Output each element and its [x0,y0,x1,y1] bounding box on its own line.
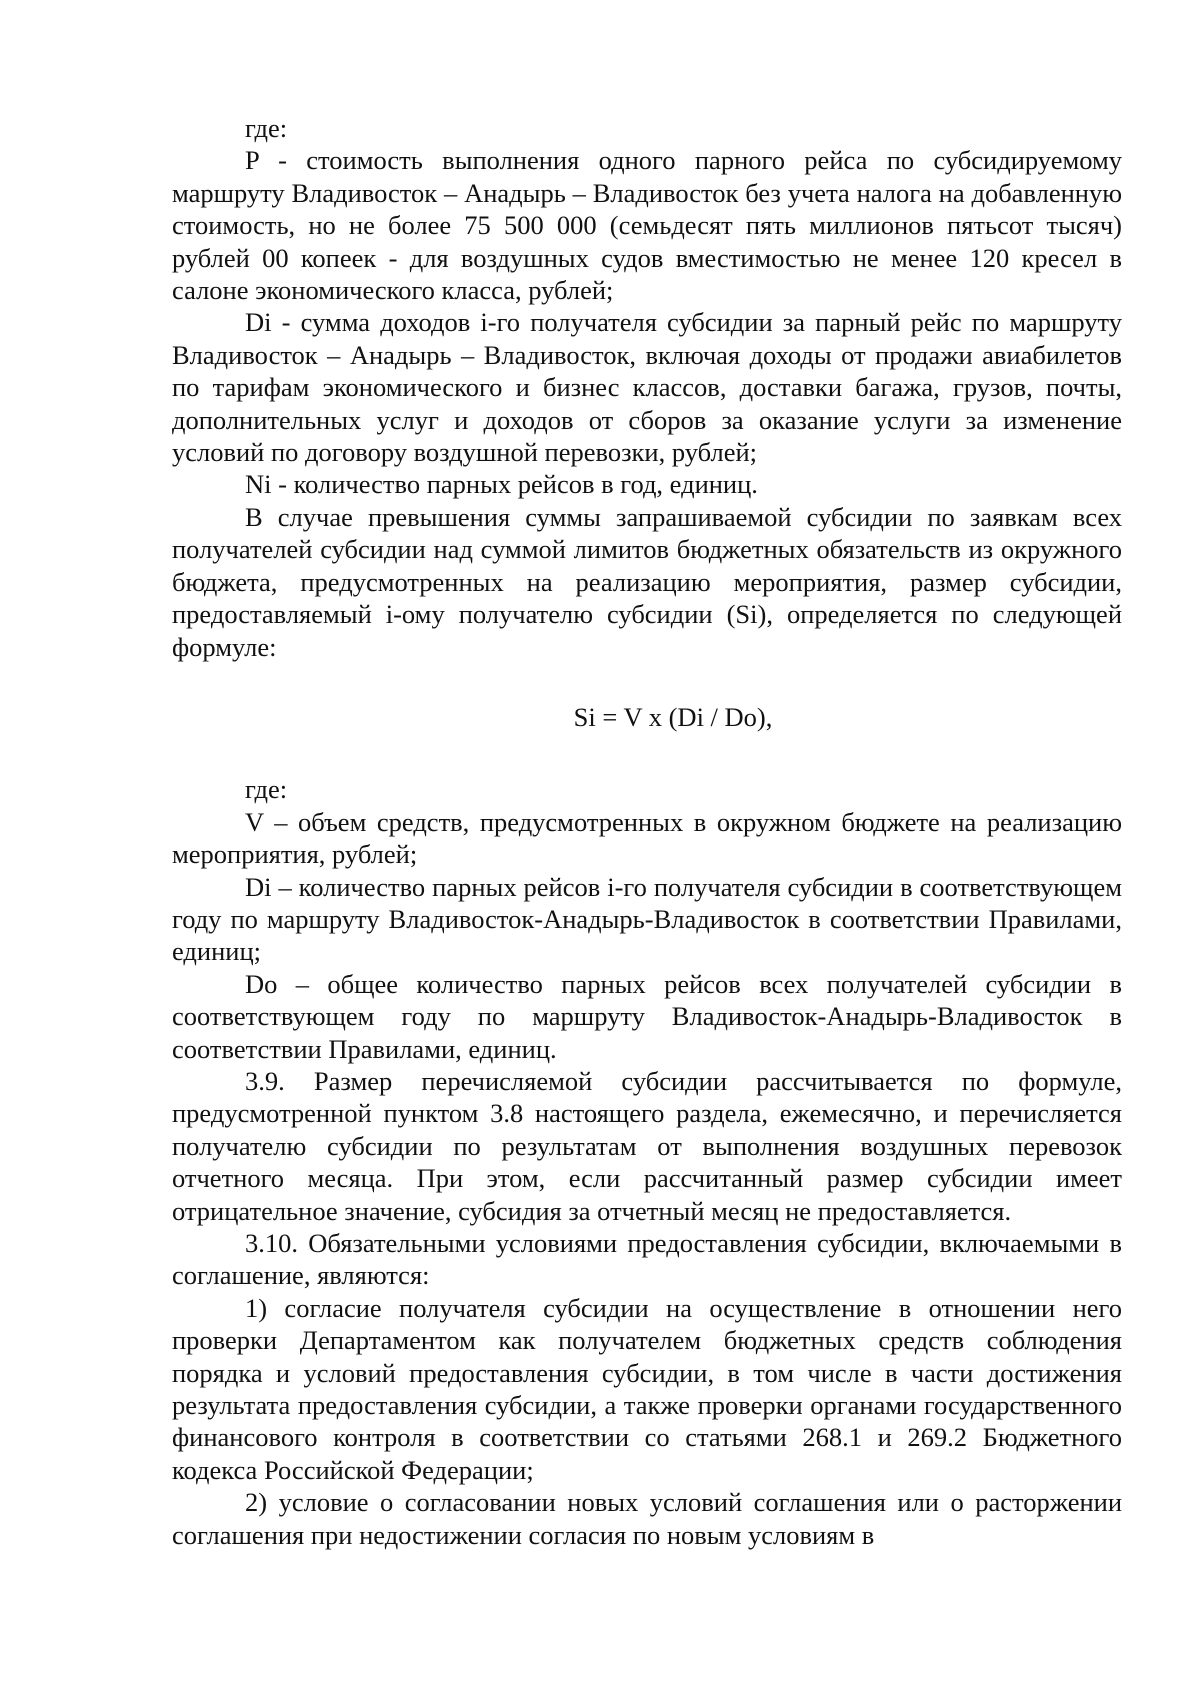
paragraph-condition-2: 2) условие о согласовании новых условий соглашения или о расторжении соглашения при недостижении согласия по новым условиям в [172,1487,1122,1550]
paragraph-section-3-10: 3.10. Обязательными условиями предоставления субсидии, включаемыми в соглашение, являются: [172,1228,1122,1291]
paragraph-v-definition: V – объем средств, предусмотренных в окружном бюджете на реализацию мероприятия, рублей; [172,806,1122,870]
paragraph-di-count-definition: Di – количество парных рейсов i-го получателя субсидии в соответствующем году по маршруту Владивосток-Анадырь-Владивосток в соответствии Правилами, единиц; [172,871,1122,967]
paragraph-where-1: где: [245,113,288,143]
paragraph-excess-case: В случае превышения суммы запрашиваемой субсидии по заявкам всех получателей субсидии над суммой лимитов бюджетных обязательств из окружного бюджета, предусмотренных на реализацию мероприятия, размер субсидии, предоставляемый i-ому получателю субсидии (Si), определяется по следующей формуле: [172,501,1122,662]
paragraph-section-3-9: 3.9. Размер перечисляемой субсидии рассчитывается по формуле, предусмотренной пунктом 3.8 настоящего раздела, ежемесячно, и перечисляется получателю субсидии по результатам от выполнения воздушных перевозок отчетного месяца. При этом, если рассчитанный размер субсидии имеет отрицательное значение, субсидия за отчетный месяц не предоставляется. [172,1065,1122,1226]
paragraph-di-income-definition: Di - сумма доходов i-го получателя субсидии за парный рейс по маршруту Владивосток – Анадырь – Владивосток, включая доходы от продажи авиабилетов по тарифам экономического и бизнес классов, доставки багажа, грузов, почты, дополнительных услуг и доходов от сборов за оказание услуги за изменение условий по договору воздушной перевозки, рублей; [172,307,1122,468]
paragraph-ni-definition: Ni - количество парных рейсов в год, единиц. [245,469,758,500]
paragraph-do-definition: Do – общее количество парных рейсов всех получателей субсидии в соответствующем году по маршруту Владивосток-Анадырь-Владивосток в соответствии Правилами, единиц. [172,968,1122,1064]
paragraph-where-2: где: [245,774,288,805]
document-page [172,112,1122,1551]
paragraph-p-definition: P - стоимость выполнения одного парного рейса по субсидируемому маршруту Владивосток – Анадырь – Владивосток без учета налога на добавленную стоимость, но не более 75 500 000 (семьдесят пять миллионов пятьсот тысяч) рублей 00 копеек - для воздушных судов вместимостью не менее 120 кресел в салоне экономического класса, рублей; [172,145,1122,306]
paragraph-condition-1: 1) согласие получателя субсидии на осуществление в отношении него проверки Департаментом как получателем бюджетных средств соблюдения порядка и условий предоставления субсидии, в том числе в части достижения результата предоставления субсидии, а также проверки органами государственного финансового контроля в соответствии со статьями 268.1 и 269.2 Бюджетного кодекса Российской Федерации; [172,1292,1122,1485]
formula-si: Si = V x (Di / Do), [573,701,773,732]
